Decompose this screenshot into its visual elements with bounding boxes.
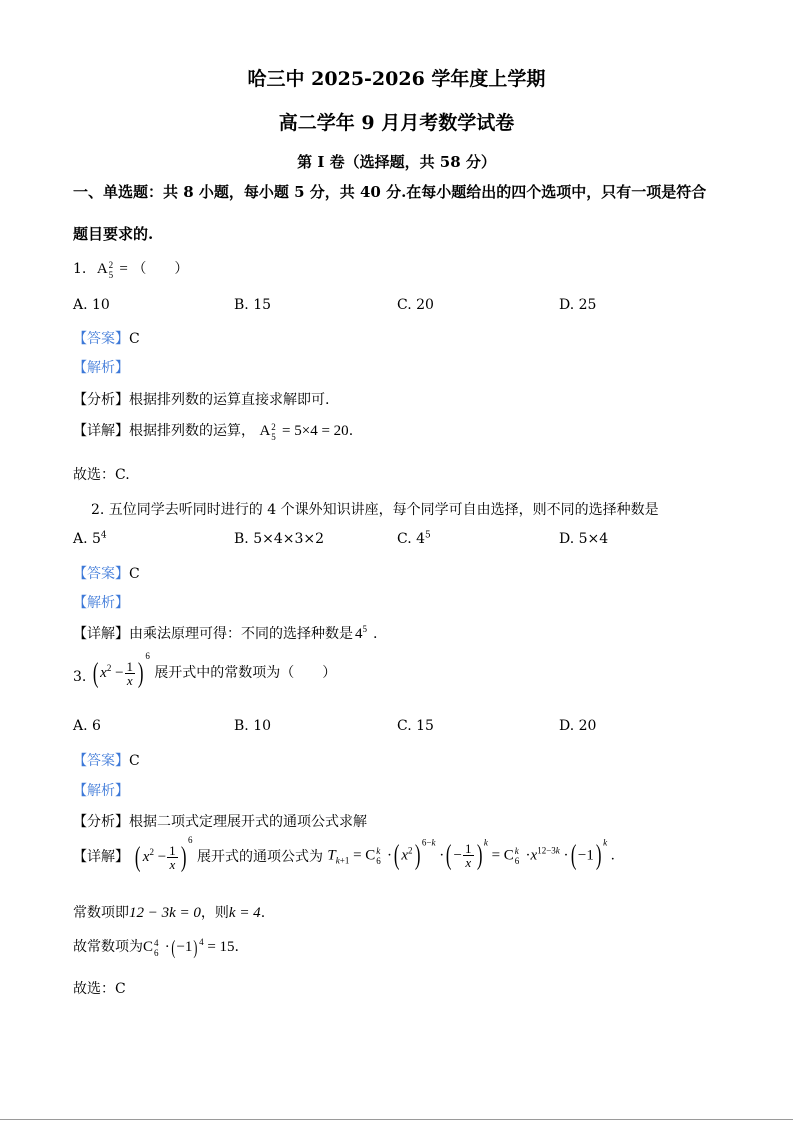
option-a: A. 10 (73, 297, 110, 313)
q2-option-d: D. 5×4 (559, 531, 609, 547)
q3-result: 故常数项为C 4 6 $\cdot(-1)^4 = 15$. (73, 936, 239, 959)
question-2-stem: 2. 五位同学去听同时进行的 4 个课外知识讲座，每个同学可自由选择，则不同的选择种数是 (91, 502, 659, 518)
q2-analysis-label: 【解析】 (73, 595, 129, 611)
q3-fenxi: 【分析】根据二项式定理展开式的通项公式求解 (73, 814, 367, 830)
q2-detail: 【详解】由乘法原理可得：不同的选择种数是 $4^5$ . (73, 624, 378, 642)
q2-option-b: B. 5×4×3×2 (234, 531, 325, 547)
q2-option-a: A. $5^4$ (73, 530, 107, 547)
option-b: B. 15 (234, 297, 272, 313)
q1-detail: 【详解】根据排列数的运算， A 2 5 = 5×4 = 20. (73, 421, 354, 442)
binomial-expression-detail: ( $x^2$ − $\frac{1}{x}$ )$^6$ (135, 835, 193, 873)
page-bottom-divider (0, 1119, 793, 1120)
q2-answer: 【答案】C (73, 566, 140, 582)
q3-option-a: A. 6 (73, 718, 101, 734)
question-1-stem (73, 258, 188, 278)
q3-constant-condition: 常数项即12 − 3k = 0，则k = 4. (73, 905, 266, 921)
general-term-formula: $T_{k+1} = C$ k 6 ·( $x^2$) $^{6-k}$ ·( − $\frac{1}{x}$ ) $^k$ = C k 6 $\cdot x^{12-3k}$ ·( −1) $^k$ . (327, 837, 615, 871)
binomial-expression: ( $x^2$ − $\frac{1}{x}$ )$^6$ (92, 651, 150, 689)
q2-option-c: C. $4^5$ (397, 530, 431, 547)
q3-option-b: B. 10 (234, 718, 272, 734)
detail-math: A 2 5 = 5×4 = 20 (259, 421, 349, 442)
q3-conclusion: 故选：C (73, 981, 126, 997)
q3-answer: 【答案】C (73, 753, 140, 769)
q3-analysis-label: 【解析】 (73, 783, 129, 799)
q3-option-c: C. 15 (397, 718, 434, 734)
page-subtitle: 高二学年 9 月月考数学试卷 (278, 112, 515, 134)
answer-blank: （ ） (132, 261, 189, 277)
q1-fenxi: 【分析】根据排列数的运算直接求解即可. (73, 392, 330, 408)
page-title: 哈三中 2025-2026 学年度上学期 (247, 68, 546, 90)
q1-conclusion: 故选：C. (73, 467, 130, 483)
q3-detail: 【详解】 ( $x^2$ − $\frac{1}{x}$ )$^6$ 展开式的通项公式为 $T_{k+1} = C$ k 6 ·( $x^2$) $^{6-k}$ ·( − $\frac{1}{x}$ ) $^k$ = C k 6 $\cdot x^{12-3k}$ ·( −1) $^k$ . (73, 835, 615, 873)
permutation-expression: A 2 5 = (96, 259, 128, 280)
section-heading-line2: 题目要求的. (73, 225, 154, 243)
section-heading-line1: 一、单选题：共 8 小题，每小题 5 分，共 40 分.在每小题给出的四个选项中，只有一项是符合 (73, 183, 707, 201)
question-number: 1. (73, 261, 87, 277)
q1-analysis-label: 【解析】 (73, 360, 129, 376)
option-d: D. 25 (559, 297, 597, 313)
q1-answer: 【答案】C (73, 331, 140, 347)
option-c: C. 20 (397, 297, 434, 313)
q3-option-d: D. 20 (559, 718, 597, 734)
volume-heading: 第 I 卷（选择题，共 58 分） (297, 153, 496, 171)
question-3-stem: 3. ( $x^2$ − $\frac{1}{x}$ )$^6$ 展开式中的常数项为（ ） (73, 651, 337, 689)
